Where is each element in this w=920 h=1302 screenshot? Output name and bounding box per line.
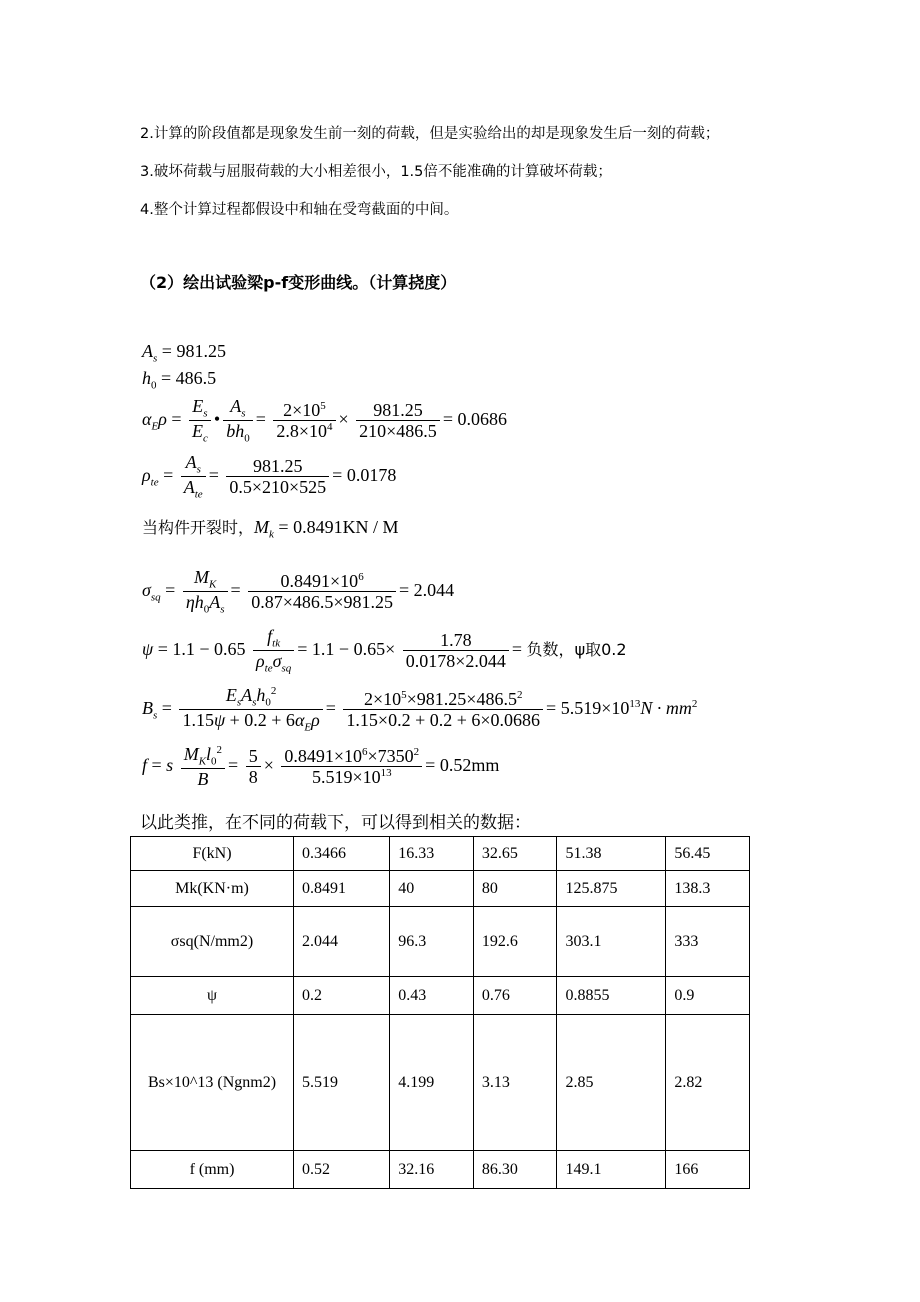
table-cell: 125.875 (557, 871, 666, 907)
f-s-den: 8 (248, 767, 258, 788)
ec-value: 2.8×10 (276, 421, 327, 442)
psi-a-2: 1.1 (311, 638, 335, 659)
table-cell: 303.1 (557, 907, 666, 977)
table-cell: 16.33 (390, 837, 474, 871)
crack-condition-text: 当构件开裂时， (142, 518, 255, 537)
sigma-num: 0.8491×10 (280, 570, 359, 591)
table-cell: 32.16 (390, 1151, 474, 1189)
table-cell: 0.52 (294, 1151, 390, 1189)
sigma-result: 2.044 (413, 579, 455, 600)
as-value: 981.25 (176, 341, 226, 361)
bs-den: 1.15×0.2 + 0.2 + 6×0.0686 (346, 710, 541, 731)
bs-result-exp: 13 (629, 697, 641, 710)
psi-a: 1.1 (172, 638, 195, 659)
table-cell: 3.13 (473, 1015, 557, 1151)
rho-te-result: 0.0178 (346, 464, 397, 485)
table-intro: 以此类推，在不同的荷载下，可以得到相关的数据： (140, 813, 531, 833)
sigma-den: 0.87×486.5×981.25 (251, 592, 394, 613)
table-cell: 96.3 (390, 907, 474, 977)
bs-num: 2×10 (363, 688, 402, 709)
psi-b-2: 0.65 (353, 638, 386, 659)
table-cell: 0.2 (294, 977, 390, 1015)
formula-as: $A_s = 981.25$ (142, 341, 226, 365)
table-row (131, 1015, 750, 1151)
alpha-rho-result: 0.0686 (457, 408, 507, 429)
table-cell: 0.9 (666, 977, 750, 1015)
table-cell: 0.3466 (294, 837, 390, 871)
table-cell: 192.6 (473, 907, 557, 977)
f-den: 5.519×10 (311, 767, 381, 788)
row-label-sigma: σsq(N/mm2) (131, 907, 294, 977)
formula-rho-te: $\rho_{te}$ = $A_s$ $A_{te}$ = $\frac{981.25}{0.5\times 210\times 525}$ = 0.0178 (142, 452, 397, 501)
rho-te-num: 981.25 (226, 456, 329, 478)
note-4: 4.整个计算过程都假设中和轴在受弯截面的中间。 (140, 202, 459, 218)
f-s-num: 5 (246, 746, 261, 768)
formula-f: f = s $M_Kl_0^2$ B = $\frac{5}{8}$ × $\frac{0.8491\times 10^6\times 7350^2}{5.519\times 10^{13}}$ = 0.52mm (142, 744, 500, 790)
section-heading: （2）绘出试验梁p-f变形曲线。（计算挠度） (140, 273, 457, 292)
table-cell: 51.38 (557, 837, 666, 871)
table-cell: 0.76 (473, 977, 557, 1015)
table-cell: 40 (390, 871, 474, 907)
table-cell: 149.1 (557, 1151, 666, 1189)
row-label-bs: Bs×10^13 (Ngnm2) (131, 1015, 294, 1151)
row-label-psi: ψ (131, 977, 294, 1015)
table-cell: 80 (473, 871, 557, 907)
psi-note: 负数， (526, 639, 575, 659)
bs-unit: N · mm (640, 697, 692, 718)
rho-te-den: 0.5×210×525 (229, 477, 327, 498)
sigma-num-exp: 6 (358, 570, 364, 583)
f-num: 0.8491×10 (284, 745, 363, 766)
psi-ftk-num: 1.78 (403, 630, 509, 652)
table-cell: 2.044 (294, 907, 390, 977)
table-row (131, 1151, 750, 1189)
note-3: 3.破坏荷载与屈服荷载的大小相差很小，1.5倍不能准确的计算破坏荷载； (140, 164, 612, 180)
table-row (131, 907, 750, 977)
bh0-value: 210×486.5 (359, 421, 437, 442)
formula-alpha-rho: $\alpha_E\rho$ = $\frac{E_s}{E_c}$ • $\frac{A_s}{bh_0}$ = $\frac{2\times 10^5}{2.8\times 10^4}$ × $\frac{981.25}{210\times 486.5}$ = 0.0686 (142, 396, 507, 445)
mk-value: 0.8491KN / M (293, 517, 399, 537)
ec-exp: 4 (327, 421, 333, 434)
table-cell: 0.8855 (557, 977, 666, 1015)
f-den-exp: 13 (380, 767, 392, 780)
table-cell: 138.3 (666, 871, 750, 907)
formula-mk: 当构件开裂时，$M_k = 0.8491KN / M$ (142, 517, 399, 541)
table-cell: 0.43 (390, 977, 474, 1015)
f-num-exp: 6 (362, 745, 368, 758)
table-cell: 5.519 (294, 1015, 390, 1151)
bs-num-exp: 5 (401, 688, 407, 701)
psi-den: 0.0178×2.044 (405, 651, 506, 672)
row-label-mk: Mk(KN·m) (131, 871, 294, 907)
psi-take: ψ取0.2 (574, 639, 627, 659)
bs-result: 5.519×10 (560, 697, 630, 718)
table-cell: 2.82 (666, 1015, 750, 1151)
formula-psi: ψ = 1.1 − 0.65 $f_{tk}$ $\rho_{te}\sigma_{sq}$ = 1.1 − 0.65× $\frac{1.78}{0.0178\times 2.044}$ = 负数，ψ取0.2 (142, 626, 627, 675)
table-cell: 56.45 (666, 837, 750, 871)
formula-h0: $h_0 = 486.5$ (142, 368, 217, 392)
f-result: 0.52mm (439, 755, 500, 776)
table-cell: 0.8491 (294, 871, 390, 907)
note-2: 2.计算的阶段值都是现象发生前一刻的荷载，但是实验给出的却是现象发生后一刻的荷载； (140, 126, 720, 142)
f-num-rest: ×7350 (367, 745, 414, 766)
table-row (131, 977, 750, 1015)
as-num: 981.25 (356, 400, 440, 422)
data-table (130, 836, 750, 1189)
h0-value: 486.5 (175, 368, 217, 388)
formula-bs: $B_s$ = $E_sA_sh_0^2$ $1.15\psi + 0.2 + 6\alpha_E\rho$ = $\frac{2\times 10^5\times 981.25\times 486.5^2}{1.15\times 0.2 + 0.2 + 6\times 0.0686}$ = $5.519\times 10^{13}N \cdot mm^2$ (142, 685, 698, 734)
table-cell: 4.199 (390, 1015, 474, 1151)
row-label-f-mm: f (mm) (131, 1151, 294, 1189)
table-cell: 32.65 (473, 837, 557, 871)
es-value: 2×10 (283, 399, 321, 420)
bs-num-rest: ×981.25×486.5 (406, 688, 517, 709)
table-row (131, 871, 750, 907)
table-cell: 2.85 (557, 1015, 666, 1151)
table-row (131, 837, 750, 871)
es-exp: 5 (320, 399, 326, 412)
row-label-f: F(kN) (131, 837, 294, 871)
psi-b: 0.65 (214, 638, 246, 659)
formula-sigma-sq: $\sigma_{sq}$ = $\frac{M_K}{\eta h_0A_s}$ = $\frac{0.8491\times 10^6}{0.87\times 486.5\times 981.25}$ = 2.044 (142, 567, 455, 616)
table-cell: 166 (666, 1151, 750, 1189)
table-cell: 86.30 (473, 1151, 557, 1189)
table-cell: 333 (666, 907, 750, 977)
